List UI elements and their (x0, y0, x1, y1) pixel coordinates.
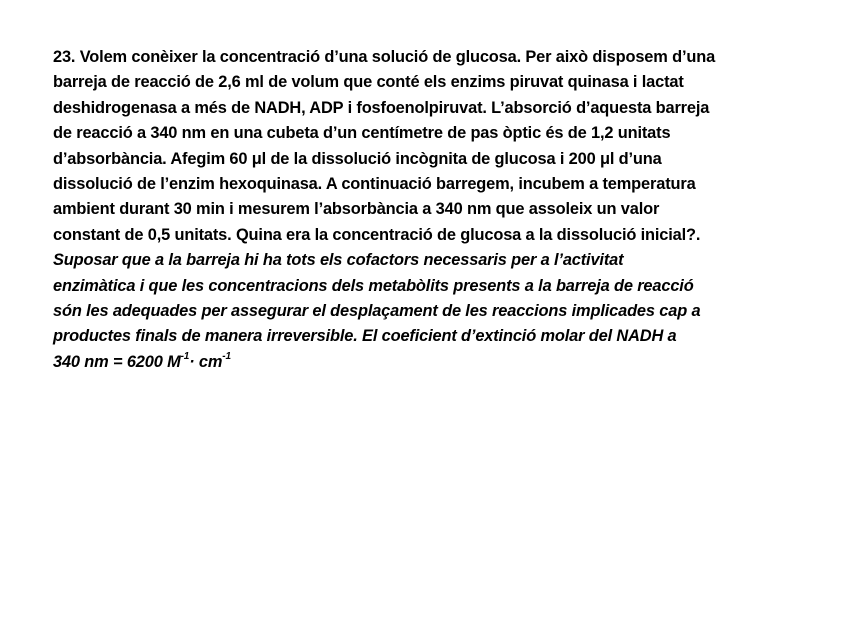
problem-line-7: ambient durant 30 min i mesurem l’absorbància a 340 nm que assoleix un valor (53, 200, 660, 219)
problem-line-8: constant de 0,5 unitats. Quina era la concentració de glucosa a la dissolució inicial?. (53, 225, 701, 244)
problem-text (53, 45, 805, 375)
molar-exponent: -1 (180, 351, 190, 363)
assumption-line-1: Suposar que a la barreja hi ha tots els cofactors necessaris per a l’activitat (53, 251, 624, 270)
extinction-value: 340 nm = 6200 M (53, 352, 181, 371)
problem-line-1: 23. Volem conèixer la concentració d’una solució de glucosa. Per això disposem d’una (53, 48, 716, 66)
problem-line-2: barreja de reacció de 2,6 ml de volum que conté els enzims piruvat quinasa i lactat (53, 73, 684, 92)
problem-line-4: de reacció a 340 nm en una cubeta d’un centímetre de pas òptic és de 1,2 unitats (53, 124, 671, 143)
assumption-line-2: enzimàtica i que les concentracions dels metabòlits presents a la barreja de reacció (53, 276, 694, 295)
unit-separator: · cm (189, 352, 223, 371)
extinction-coefficient-line (53, 350, 805, 375)
problem-line-5: d’absorbància. Afegim 60 μl de la dissolució incògnita de glucosa i 200 μl d’una (53, 149, 662, 168)
assumption-line-4: productes finals de manera irreversible. El coeficient d’extinció molar del NADH a (53, 327, 677, 346)
cm-exponent: -1 (222, 351, 231, 363)
problem-line-3: deshidrogenasa a més de NADH, ADP i fosfoenolpiruvat. L’absorció d’aquesta barreja (53, 98, 710, 117)
assumption-line-3: són les adequades per assegurar el desplaçament de les reaccions implicades cap a (53, 302, 701, 321)
problem-line-6: dissolució de l’enzim hexoquinasa. A continuació barregem, incubem a temperatura (53, 175, 696, 194)
